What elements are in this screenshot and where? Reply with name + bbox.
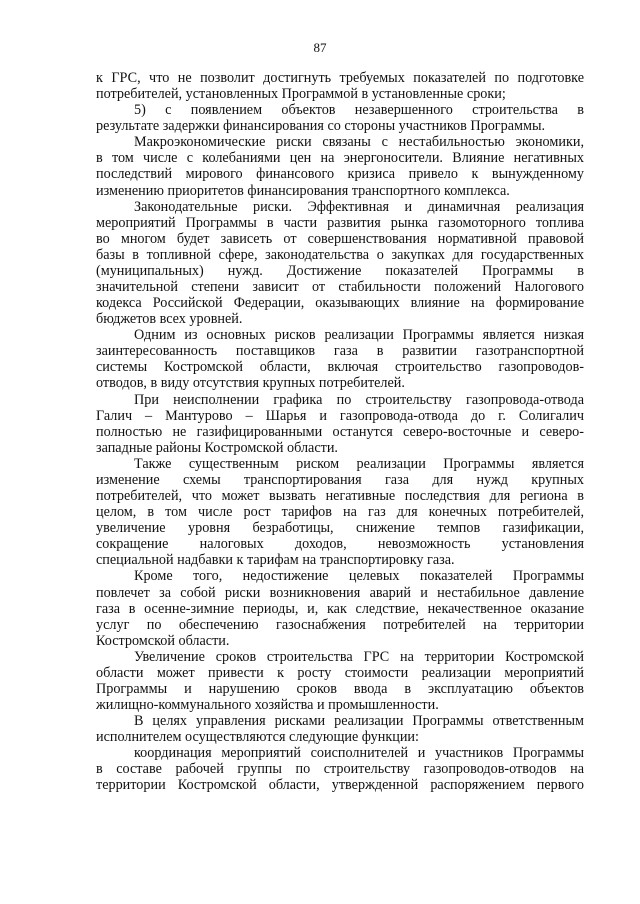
text-line: кодекса Российской Федерации, оказывающих влияние на формирование	[96, 295, 584, 312]
text-line: Костромской области.	[96, 632, 230, 649]
text-line: значительной степени зависит от стабильности положений Налогового	[96, 279, 584, 296]
text-line: западные районы Костромской области.	[96, 439, 338, 456]
text-line: базы в топливной сфере, законодательства о закупках для государственных	[96, 246, 584, 263]
text-line: области может привести к росту стоимости реализации мероприятий	[96, 664, 584, 681]
text-line: полностью не газифицированными останутся северо-восточные и северо-	[96, 423, 584, 440]
text-line: мероприятий Программы в части развития рынка газомоторного топлива	[96, 214, 584, 231]
document-body-text	[96, 70, 584, 794]
text-line: бюджетов всех уровней.	[96, 311, 243, 328]
text-line: изменение схемы транспортирования газа для нужд крупных	[96, 471, 584, 488]
text-line: исполнителем осуществляются следующие функции:	[96, 729, 419, 746]
text-line: в том числе с колебаниями цен на энергоносители. Влияние негативных	[96, 150, 584, 167]
text-line: к ГРС, что не позволит достигнуть требуемых показателей по подготовке	[96, 70, 584, 86]
text-line: Увеличение сроков строительства ГРС на территории Костромской	[134, 648, 584, 665]
text-line: В целях управления рисками реализации Программы ответственным	[134, 713, 584, 730]
text-line: Галич – Мантурово – Шарья и газопровода-отвода до г. Солигалич	[96, 407, 584, 424]
text-line: жилищно-коммунального хозяйства и промышленности.	[96, 697, 439, 714]
text-line: специальной надбавки к тарифам на транспортировку газа.	[96, 552, 455, 569]
text-line: 5) с появлением объектов незавершенного строительства в	[134, 102, 584, 119]
text-line: заинтересованность поставщиков газа в развитии газотранспортной	[96, 343, 584, 360]
text-line: потребителей, что может вызвать негативные последствия для региона в	[96, 488, 584, 505]
text-line: Одним из основных рисков реализации Программы является низкая	[134, 327, 584, 344]
text-line: отводов, в виду отсутствия крупных потребителей.	[96, 375, 405, 392]
text-line: Законодательные риски. Эффективная и динамичная реализация	[134, 198, 584, 215]
text-line: изменению приоритетов финансирования транспортного комплекса.	[96, 182, 510, 199]
text-line: повлечет за собой риски возникновения аварий и нестабильное давление	[96, 584, 584, 601]
text-line: результате задержки финансирования со стороны участников Программы.	[96, 118, 546, 135]
text-line: Программы и нарушению сроков ввода в эксплуатацию объектов	[96, 680, 584, 697]
text-line: Также существенным риском реализации Программы является	[134, 455, 584, 472]
text-line: (муниципальных) нужд. Достижение показателей Программы в	[96, 262, 584, 279]
text-line: Кроме того, недостижение целевых показателей Программы	[134, 568, 584, 585]
text-line: системы Костромской области, включая строительство газопроводов-	[96, 359, 584, 376]
text-line: во многом будет зависеть от совершенствования нормативной правовой	[96, 230, 584, 247]
text-line: При неисполнении графика по строительству газопровода-отвода	[134, 391, 584, 408]
text-line: услуг по обеспечению газоснабжения потребителей на территории	[96, 616, 584, 633]
text-line: последствий мирового финансового кризиса привело к вынужденному	[96, 166, 584, 183]
text-line: увеличение уровня безработицы, снижение темпов газификации,	[96, 520, 584, 537]
text-line: целом, в том числе рост тарифов на газ для конечных потребителей,	[96, 504, 584, 521]
text-line: сокращение налоговых доходов, невозможность установления	[96, 536, 584, 553]
text-line: потребителей, установленных Программой в установленные сроки;	[96, 86, 506, 103]
text-line: территории Костромской области, утвержденной распоряжением первого	[96, 777, 584, 794]
text-line: в составе рабочей группы по строительству газопроводов-отводов на	[96, 761, 584, 778]
text-line: координация мероприятий соисполнителей и участников Программы	[134, 745, 584, 762]
text-line: Макроэкономические риски связаны с нестабильностью экономики,	[134, 134, 584, 151]
text-line: газа в осенне-зимние периоды, и, как следствие, некачественное оказание	[96, 600, 584, 617]
page-number: 87	[313, 40, 327, 55]
